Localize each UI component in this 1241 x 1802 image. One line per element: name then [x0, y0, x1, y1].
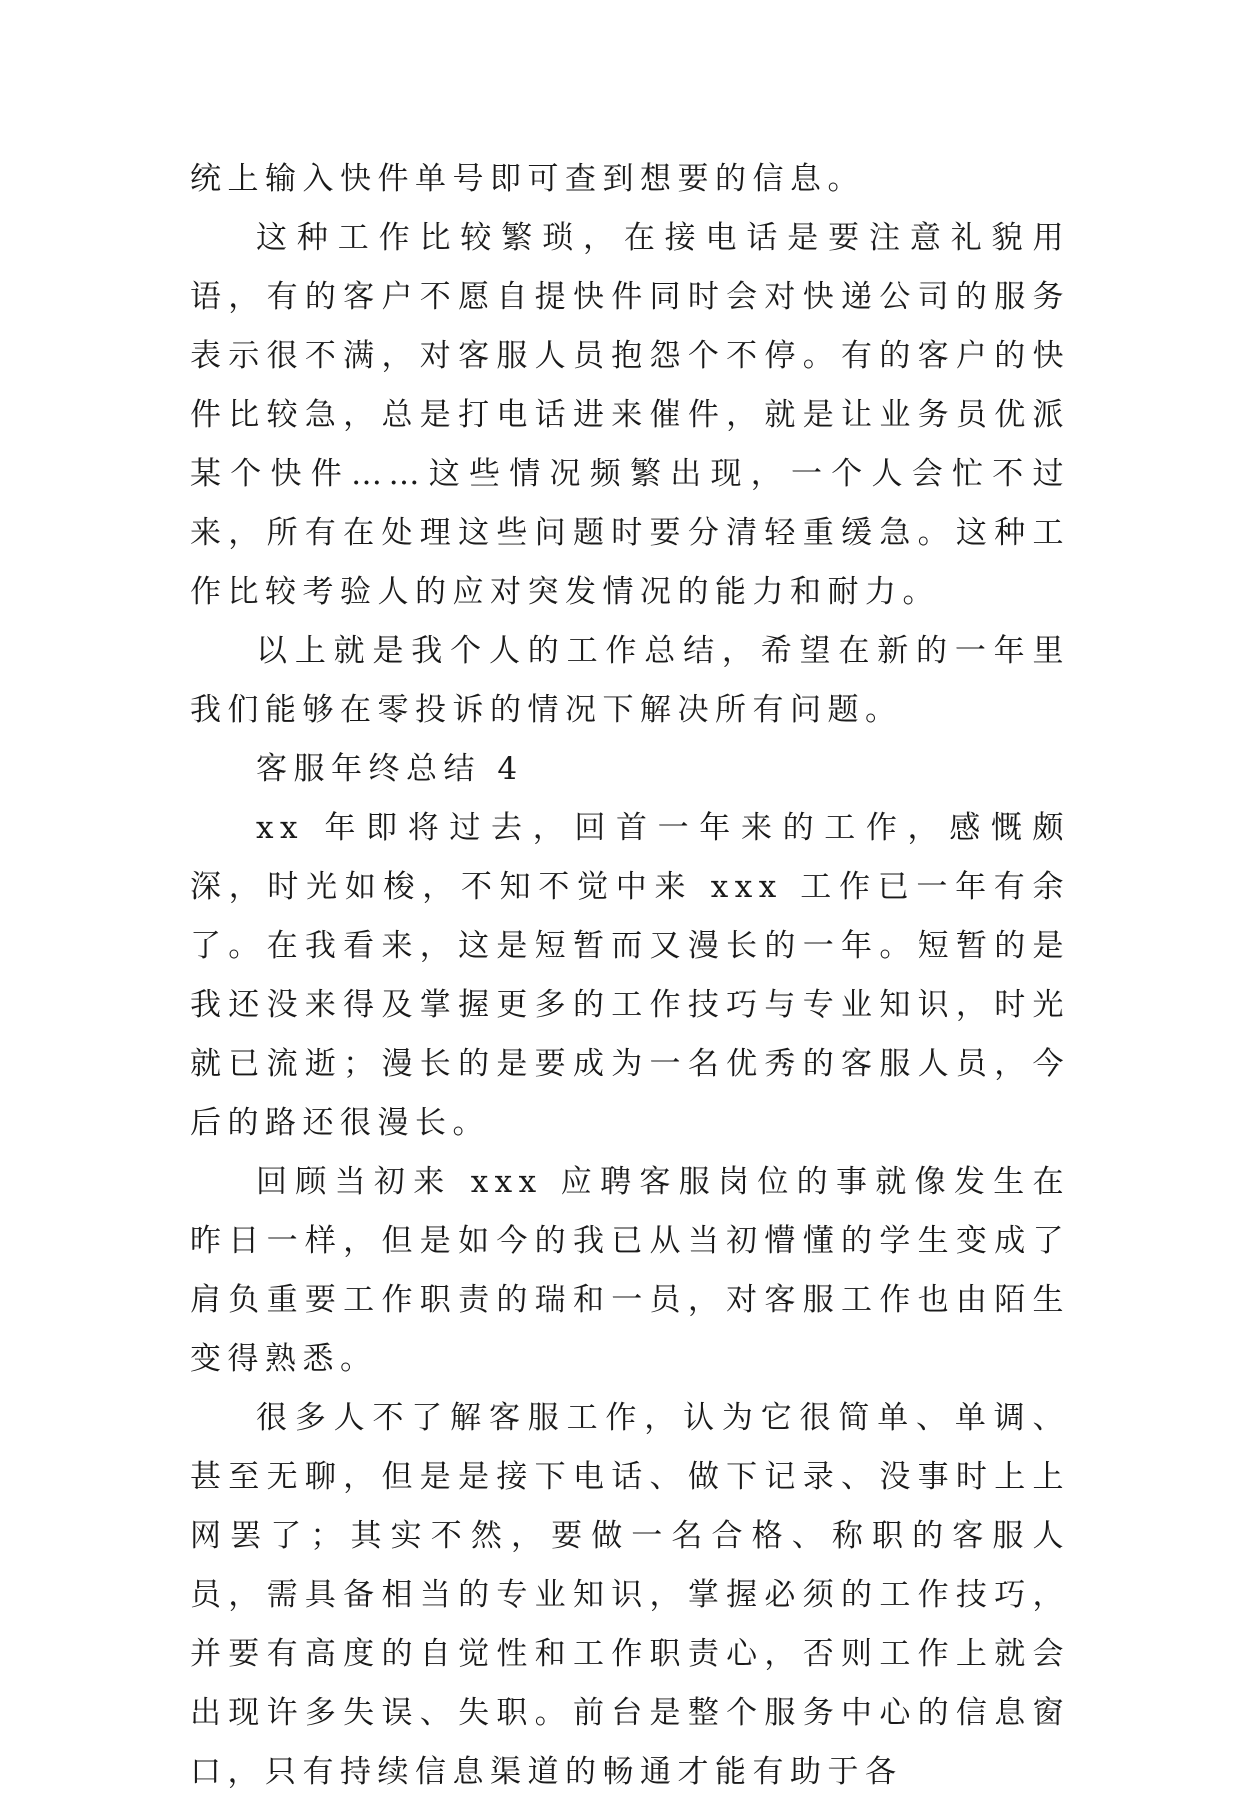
paragraph-continuation: 统上输入快件单号即可查到想要的信息。: [190, 161, 865, 197]
section-heading: 客服年终总结 4: [256, 751, 524, 787]
paragraph-summary-conclusion: 以上就是我个人的工作总结，希望在新的一年里我们能够在零投诉的情况下解决所有问题。: [190, 633, 1070, 728]
paragraph-work-complexity: 这种工作比较繁琐，在接电话是要注意礼貌用语，有的客户不愿自提快件同时会对快递公司的服务表示很不满，对客服人员抱怨个不停。有的客户的快件比较急，总是打电话进来催件，就是让业务员优派某个快件……这些情况频繁出现，一个人会忙不过来，所有在处理这些问题时要分清轻重缓急。这种工作比较考验人的应对突发情况的能力和耐力。: [190, 220, 1070, 610]
paragraph-recollection: 回顾当初来 xxx 应聘客服岗位的事就像发生在昨日一样，但是如今的我已从当初懵懂的学生变成了肩负重要工作职责的瑞和一员，对客服工作也由陌生变得熟悉。: [190, 1164, 1070, 1377]
paragraph-year-review: xx 年即将过去，回首一年来的工作，感慨颇深，时光如梭，不知不觉中来 xxx 工作已一年有余了。在我看来，这是短暂而又漫长的一年。短暂的是我还没来得及掌握更多的工作技巧与专业知识，时光就已流逝；漫长的是要成为一名优秀的客服人员，今后的路还很漫长。: [190, 810, 1070, 1141]
document-page: [190, 150, 1070, 1802]
paragraph-job-description: 很多人不了解客服工作，认为它很简单、单调、甚至无聊，但是是接下电话、做下记录、没事时上上网罢了；其实不然，要做一名合格、称职的客服人员，需具备相当的专业知识，掌握必须的工作技巧，并要有高度的自觉性和工作职责心，否则工作上就会出现许多失误、失职。前台是整个服务中心的信息窗口，只有持续信息渠道的畅通才能有助于各: [190, 1400, 1070, 1790]
